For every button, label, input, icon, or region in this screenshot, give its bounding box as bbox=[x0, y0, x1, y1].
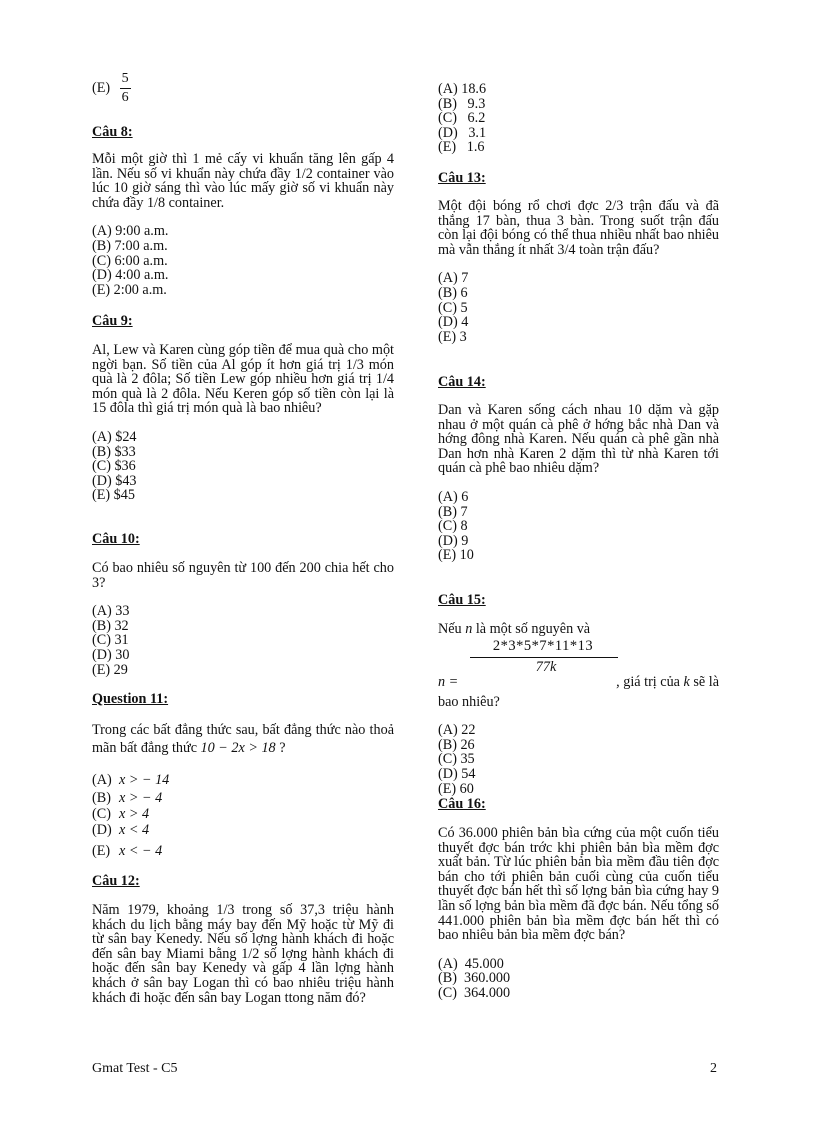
text-part: Nếu bbox=[438, 621, 466, 637]
fraction-numerator: 5 bbox=[120, 70, 131, 89]
option: (D) 4:00 a.m. bbox=[92, 267, 169, 284]
equation-lhs: n = bbox=[438, 673, 459, 690]
option: (A) 33 bbox=[92, 603, 130, 620]
option-label: (C) bbox=[92, 806, 111, 822]
option: (D) $43 bbox=[92, 472, 137, 489]
question-text-part: ? bbox=[275, 740, 286, 756]
option bbox=[92, 771, 394, 789]
option: (E) 1.6 bbox=[438, 139, 485, 156]
question-9 bbox=[92, 313, 394, 503]
question-heading: Question 11: bbox=[92, 691, 169, 707]
fraction-numerator: 2*3*5*7*11*13 bbox=[492, 637, 594, 654]
inequality: 10 − 2x > 18 bbox=[200, 740, 276, 756]
text-part: là một số nguyên và bbox=[472, 621, 591, 637]
question-12 bbox=[92, 873, 394, 1005]
variable-k: k bbox=[683, 673, 690, 690]
option: (D) 9 bbox=[438, 532, 469, 549]
option: (C) 6.2 bbox=[438, 110, 486, 127]
option: (C) 8 bbox=[438, 518, 468, 535]
question-heading: Câu 14: bbox=[438, 374, 486, 390]
option: (D) 4 bbox=[438, 314, 469, 331]
question-tail bbox=[596, 675, 719, 690]
option: (B) 360.000 bbox=[438, 970, 511, 987]
option-expression: x > 4 bbox=[119, 806, 150, 822]
variable-n: n bbox=[465, 621, 473, 637]
question-heading: Câu 16: bbox=[438, 796, 486, 812]
option: (C) 31 bbox=[92, 632, 129, 649]
option-expression: x < − 4 bbox=[119, 842, 163, 859]
question-10 bbox=[92, 531, 394, 677]
fraction-bar bbox=[470, 657, 618, 658]
question-11 bbox=[92, 691, 394, 860]
question-13 bbox=[438, 170, 719, 344]
option: (B) $33 bbox=[92, 443, 136, 460]
option: (D) 3.1 bbox=[438, 124, 487, 141]
text-part: , giá trị của bbox=[616, 673, 684, 690]
question-text-part: Trong các bất đẳng thức sau, bất đẳng thức nào thoả mãn bất đẳng thức bbox=[92, 722, 394, 756]
question-text: Mỗi một giờ thì 1 mẻ cấy vi khuẩn tăng lên gấp 4 lần. Nếu số vi khuẩn này chứa đầy 1/2 container vào lúc 10 giờ sáng thì vào lúc mấy giờ số vi khuẩn này chứa đầy 1/8 container. bbox=[92, 151, 394, 211]
option: (A) 7 bbox=[438, 270, 469, 287]
question-14 bbox=[438, 374, 719, 563]
option: (B) 7 bbox=[438, 503, 468, 520]
option-expression: x < 4 bbox=[119, 821, 150, 838]
option-label: (D) bbox=[92, 821, 112, 838]
text-part: sẽ là bbox=[689, 673, 719, 690]
question-16 bbox=[438, 796, 719, 1001]
question-text: Dan và Karen sống cách nhau 10 dặm và gặp nhau ở một quán cà phê ở hớng bắc nhà Dan và hớng đông nhà Karen. Nếu quán cà phê gần nhà Dan hơn nhà Karen 2 dặm thì từ nhà Karen tới quán cà phê bao nhiêu dặm? bbox=[438, 402, 719, 477]
option: (C) 364.000 bbox=[438, 984, 511, 1001]
option: (A) 6 bbox=[438, 488, 469, 505]
option: (E) 60 bbox=[438, 780, 474, 797]
option-label: (E) bbox=[92, 842, 111, 859]
question-text bbox=[92, 721, 394, 757]
option bbox=[92, 789, 394, 807]
question-text: Một đội bóng rổ chơi đợc 2/3 trận đấu và đã thắng 17 bàn, thua 3 bàn. Trong suốt trận đấu còn lại đội bóng có thể thua nhiều nhất bao nhiêu mà vẫn thắng ít nhất 3/4 toàn trận đấu? bbox=[438, 198, 719, 258]
option-label: (B) bbox=[92, 790, 111, 806]
fraction-denominator: 77k bbox=[535, 658, 557, 675]
question-tail-line: bao nhiêu? bbox=[438, 693, 500, 710]
option: (E) 10 bbox=[438, 547, 474, 564]
option: (A) 45.000 bbox=[438, 955, 504, 972]
option: (A) 9:00 a.m. bbox=[92, 223, 169, 240]
question-heading: Câu 10: bbox=[92, 531, 140, 547]
options-list bbox=[92, 604, 394, 677]
question-heading: Câu 15: bbox=[438, 592, 486, 608]
q12-options-list bbox=[438, 82, 719, 155]
question-intro bbox=[438, 622, 719, 637]
option: (E) 3 bbox=[438, 328, 467, 345]
option bbox=[92, 822, 394, 838]
option: (D) 54 bbox=[438, 765, 476, 782]
options-list bbox=[92, 771, 394, 860]
question-text: Al, Lew và Karen cùng góp tiền để mua quà cho một ngời bạn. Số tiền của Al góp ít hơn giá trị 1/3 món quà là 2 đôla; Số tiền Lew góp nhiều hơn giá trị 1/4 món quà là 2 đôla. Nếu Keren góp số tiền còn lại là 15 đôla thì giá trị món quà là bao nhiêu? bbox=[92, 342, 394, 417]
option-expression: x > − 4 bbox=[119, 790, 163, 806]
question-15 bbox=[438, 592, 719, 796]
fraction bbox=[120, 70, 131, 107]
option: (A) 22 bbox=[438, 722, 476, 739]
fraction-denominator: 6 bbox=[121, 90, 129, 105]
question-heading: Câu 9: bbox=[92, 313, 133, 329]
option: (C) $36 bbox=[92, 458, 136, 475]
option: (B) 6 bbox=[438, 284, 468, 301]
option: (C) 6:00 a.m. bbox=[92, 252, 168, 269]
question-heading: Câu 8: bbox=[92, 124, 133, 140]
option: (E) $45 bbox=[92, 487, 135, 504]
option: (B) 7:00 a.m. bbox=[92, 237, 168, 254]
question-heading: Câu 13: bbox=[438, 170, 486, 186]
option: (C) 35 bbox=[438, 751, 475, 768]
fraction-expression bbox=[438, 637, 719, 695]
options-list bbox=[92, 224, 394, 297]
option: (E) 2:00 a.m. bbox=[92, 281, 167, 298]
option: (A) 18.6 bbox=[438, 81, 487, 97]
option: (B) 9.3 bbox=[438, 95, 486, 112]
page-number: 2 bbox=[710, 1061, 717, 1076]
option: (B) 32 bbox=[92, 617, 129, 634]
option: (E) 29 bbox=[92, 661, 128, 678]
question-heading: Câu 12: bbox=[92, 873, 140, 889]
options-list bbox=[438, 957, 719, 1001]
options-list bbox=[92, 430, 394, 503]
option bbox=[92, 807, 394, 822]
question-8 bbox=[92, 124, 394, 297]
question-text: Năm 1979, khoảng 1/3 trong số 37,3 triệu hành khách du lịch bằng máy bay đến Mỹ hoặc từ Mỹ đi từ sân bay Kenedy. Nếu số lợng hành khách đi hoặc đến sân bay Miami bằng 1/2 số lợng hành khách đi hoặc đến sân bay Kenedy và gấp 4 lần lợng hành khách ở sân bay Logan thì có bao nhiêu triệu hành khách đi hoặc đến sân bay Logan ttong năm đó? bbox=[92, 902, 394, 1006]
option: (C) 5 bbox=[438, 299, 468, 316]
option: (B) 26 bbox=[438, 736, 475, 753]
option bbox=[92, 842, 394, 860]
option-label: (A) bbox=[92, 772, 112, 788]
question-text: Có bao nhiêu số nguyên từ 100 đến 200 chia hết cho 3? bbox=[92, 560, 394, 591]
options-list bbox=[438, 271, 719, 344]
option-expression: x > − 14 bbox=[119, 772, 170, 788]
option: (A) $24 bbox=[92, 428, 137, 445]
question-text: Có 36.000 phiên bản bìa cứng của một cuốn tiểu thuyết đợc bán trớc khi phiên bản bìa mềm đợc xuất bản. Từ lúc phiên bản bìa mềm đầu tiên đợc bán cho tới phiên bản cuối cùng của cuốn tiểu thuyết đợc bán hết thì số lợng bản bìa cứng hay 9 lần số lợng bản bìa mềm đã đợc bán. Nếu tổng số 441.000 phiên bản bìa mềm đợc bán hết thì có bao nhiêu bản bìa mềm đợc bán? bbox=[438, 825, 719, 944]
options-list bbox=[438, 490, 719, 563]
footer-title: Gmat Test - C5 bbox=[92, 1061, 178, 1076]
options-list bbox=[438, 723, 719, 796]
option-label: (E) bbox=[92, 80, 111, 97]
q7-option-e bbox=[92, 70, 394, 107]
option: (D) 30 bbox=[92, 646, 130, 663]
